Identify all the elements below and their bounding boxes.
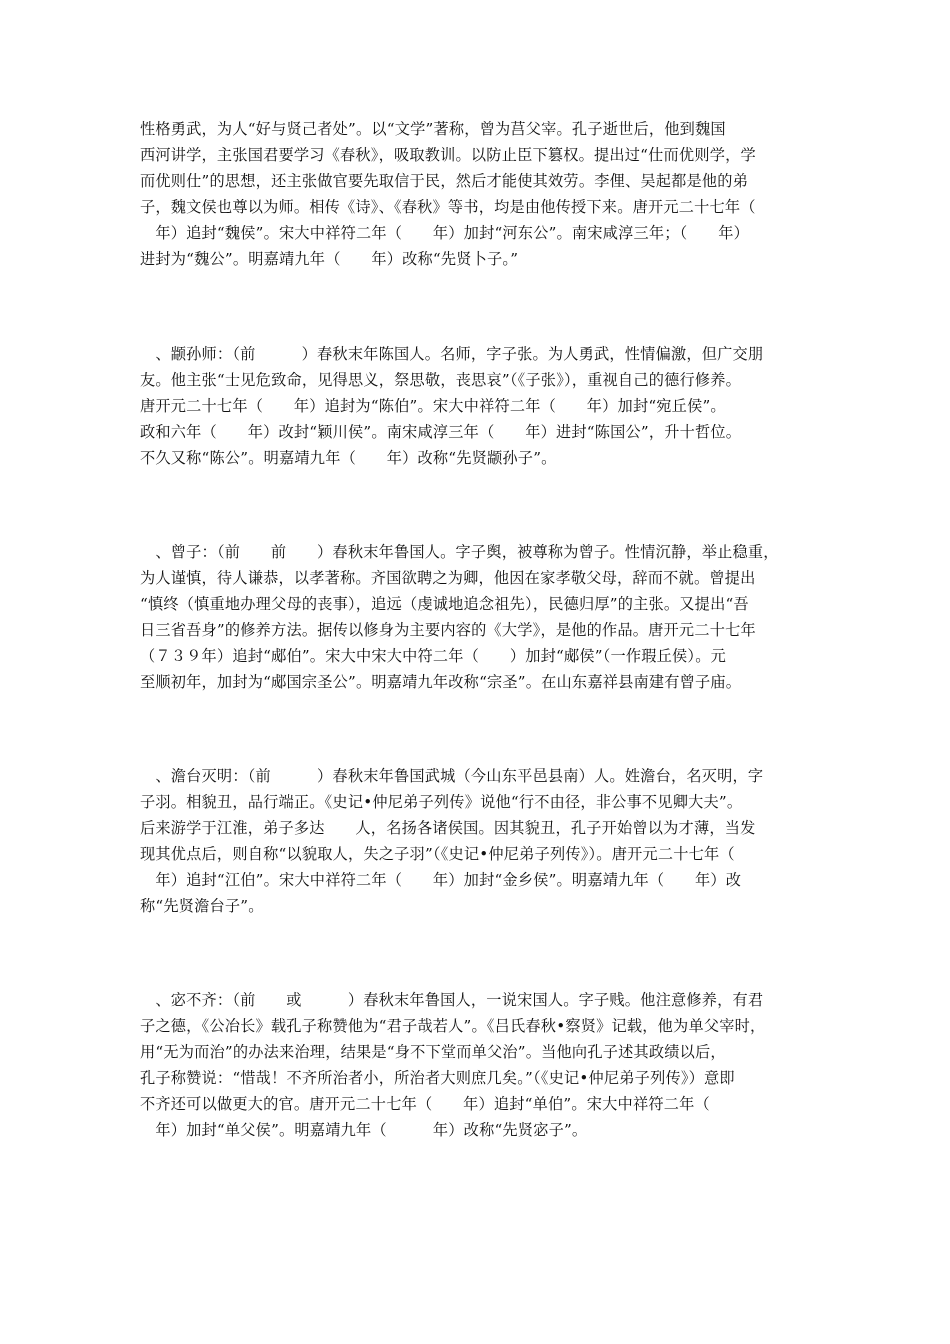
text-line: 而优则仕”的思想，还主张做官要先取信于民，然后才能使其效劳。李俚、吴起都是他的弟 bbox=[140, 172, 749, 190]
text-line: 称“先贤澹台子”。 bbox=[140, 897, 264, 915]
text-line: 唐开元二十七年（ 年）追封为“陈伯”。宋大中祥符二年（ 年）加封“宛丘侯”。 bbox=[140, 397, 726, 415]
text-line: 年）追封“江伯”。宋大中祥符二年（ 年）加封“金乡侯”。明嘉靖九年（ 年）改 bbox=[140, 871, 742, 889]
text-line: 现其优点后，则自称“以貌取人，失之子羽”（《史记•仲尼弟子列传》）。唐开元二十七年（ bbox=[140, 845, 735, 863]
text-line: 进封为“魏公”。明嘉靖九年（ 年）改称“先贤卜子。” bbox=[140, 250, 519, 268]
paragraph-zengzi bbox=[140, 539, 812, 695]
paragraph-zhuansun-shi bbox=[140, 341, 812, 471]
paragraph-tantai-mieming bbox=[140, 763, 812, 919]
text-line: 不久又称“陈公”。明嘉靖九年（ 年）改称“先贤颛孙子”。 bbox=[140, 449, 557, 467]
text-line: “慎终（慎重地办理父母的丧事），追远（虔诚地追念祖先），民德归厚”的主张。又提出“吾 bbox=[140, 595, 749, 613]
text-line: 子之德，《公冶长》载孔子称赞他为“君子哉若人”。《吕氏春秋•察贤》记载，他为单父宰时， bbox=[140, 1017, 766, 1035]
text-line: 子，魏文侯也尊以为师。相传《诗》、《春秋》等书，均是由他传授下来。唐开元二十七年（ bbox=[140, 198, 756, 216]
text-line: 至顺初年，加封为“郕国宗圣公”。明嘉靖九年改称“宗圣”。在山东嘉祥县南建有曾子庙。 bbox=[140, 673, 742, 691]
text-line: 孔子称赞说：“惜哉！不齐所治者小，所治者大则庶几矣。”（《史记•仲尼弟子列传》）意即 bbox=[140, 1069, 735, 1087]
text-line: 用“无为而治”的办法来治理，结果是“身不下堂而单父治”。当他向孔子述其政绩以后， bbox=[140, 1043, 726, 1061]
text-line: 后来游学于江淮，弟子多达 人，名扬各诸侯国。因其貌丑，孔子开始曾以为才薄，当发 bbox=[140, 819, 756, 837]
text-line: 西河讲学，主张国君要学习《春秋》，吸取教训。以防止臣下篡权。提出过“仕而优则学，学 bbox=[140, 146, 756, 164]
text-line: 友。他主张“士见危致命，见得思义，祭思敬，丧思哀”（《子张》），重视自己的德行修养。 bbox=[140, 371, 742, 389]
text-line: 子羽。相貌丑，品行端正。《史记•仲尼弟子列传》说他“行不由径，非公事不见卿大夫”。 bbox=[140, 793, 743, 811]
text-line: 、颛孙师：（前 ）春秋末年陈国人。名师，字子张。为人勇武，性情偏激，但广交朋 bbox=[140, 345, 764, 363]
text-line: 、曾子：（前 前 ）春秋末年鲁国人。字子舆，被尊称为曾子。性情沉静，举止稳重， bbox=[140, 543, 779, 561]
paragraph-bu-shang bbox=[140, 116, 812, 272]
text-line: （７３９年）追封“郕伯”。宋大中宋大中符二年（ ）加封“郕侯”（一作瑕丘侯）。元 bbox=[140, 647, 726, 665]
text-line: 性格勇武，为人“好与贤己者处”。以“文学”著称，曾为莒父宰。孔子逝世后，他到魏国 bbox=[140, 120, 726, 138]
text-line: 政和六年（ 年）改封“颖川侯”。南宋咸淳三年（ 年）进封“陈国公”，升十哲位。 bbox=[140, 423, 742, 441]
text-line: 、澹台灭明：（前 ）春秋末年鲁国武城（今山东平邑县南）人。姓澹台，名灭明，字 bbox=[140, 767, 764, 785]
text-line: 年）加封“单父侯”。明嘉靖九年（ 年）改称“先贤宓子”。 bbox=[140, 1121, 588, 1139]
text-line: 日三省吾身”的修养方法。据传以修身为主要内容的《大学》，是他的作品。唐开元二十七年 bbox=[140, 621, 756, 639]
text-line: 、宓不齐：（前 或 ）春秋末年鲁国人，一说宋国人。字子贱。他注意修养，有君 bbox=[140, 991, 764, 1009]
text-line: 不齐还可以做更大的官。唐开元二十七年（ 年）追封“单伯”。宋大中祥符二年（ bbox=[140, 1095, 710, 1113]
text-line: 年）追封“魏侯”。宋大中祥符二年（ 年）加封“河东公”。南宋咸淳三年；（ 年） bbox=[140, 224, 749, 242]
text-line: 为人谨慎，待人谦恭，以孝著称。齐国欲聘之为卿，他因在家孝敬父母，辞而不就。曾提出 bbox=[140, 569, 756, 587]
paragraph-fu-buqi bbox=[140, 987, 812, 1143]
